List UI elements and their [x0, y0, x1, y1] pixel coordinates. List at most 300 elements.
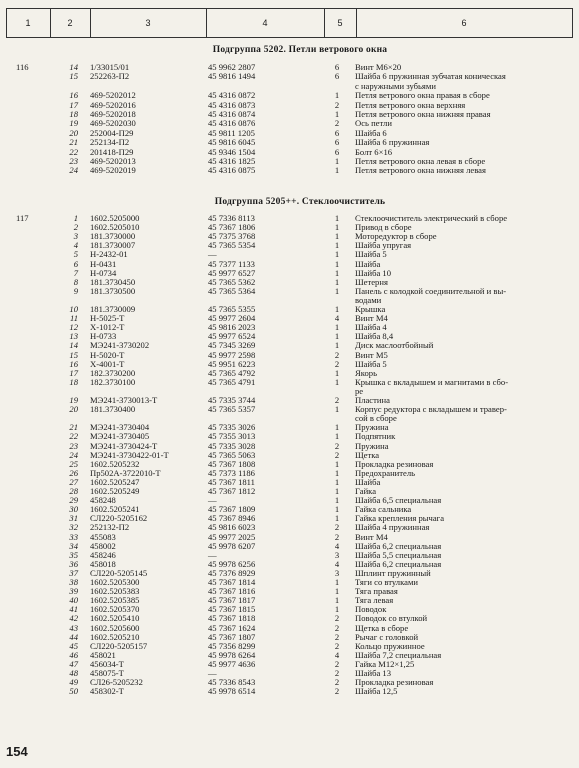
part-name: Шетерня [355, 277, 388, 287]
part-number: 469-5202019 [90, 165, 136, 176]
item-number: 49 [69, 677, 78, 688]
quantity: 2 [334, 531, 340, 542]
quantity: 1 [334, 577, 340, 587]
quantity: 1 [334, 604, 340, 615]
item-number: 22 [69, 431, 78, 442]
col-header-6: 6 [461, 18, 467, 28]
item-number: 17 [69, 367, 78, 378]
part-number: 469-5202016 [90, 99, 136, 110]
part-number: 469-5202012 [90, 90, 136, 101]
quantity: 2 [334, 440, 340, 451]
column-header [6, 8, 573, 38]
part-name: Петля ветрового окна верхняя [355, 100, 466, 110]
table-row [0, 669, 579, 678]
item-number: 2 [73, 222, 78, 233]
table-row [0, 119, 579, 128]
quantity: 2 [334, 118, 340, 129]
item-number: 20 [69, 404, 78, 415]
table-row [0, 166, 579, 175]
part-number: Н-0431 [90, 258, 117, 269]
okp-code: 45 7345 3269 [208, 340, 256, 351]
item-number: 18 [69, 109, 78, 119]
quantity: 6 [334, 146, 340, 157]
okp-code: 45 4316 1825 [208, 156, 256, 166]
quantity: 2 [334, 631, 340, 642]
part-name: Щетка [355, 450, 380, 460]
quantity: 2 [334, 686, 340, 697]
part-number: МЭ241-3730202 [90, 340, 150, 351]
item-number: 17 [69, 99, 78, 110]
item-number: 15 [69, 349, 78, 360]
part-number: 1602.5205247 [90, 476, 140, 487]
item-number: 24 [69, 165, 78, 176]
table-row [0, 405, 579, 414]
part-number: 458018 [90, 558, 116, 569]
part-number: 181.3730500 [90, 285, 136, 296]
part-number: Н-0734 [90, 267, 117, 278]
okp-code: 45 9978 6264 [208, 649, 256, 660]
part-name: Рычаг с головкой [355, 632, 419, 642]
part-number: 1602.5205383 [90, 586, 140, 597]
okp-code: 45 7365 5355 [208, 304, 256, 314]
col-header-5: 5 [337, 18, 343, 28]
part-number: 1602.5205600 [90, 622, 140, 633]
quantity: 1 [334, 504, 340, 515]
item-number: 42 [69, 613, 78, 624]
table-row [0, 72, 579, 81]
table-row [0, 496, 579, 505]
part-name: Пружина [355, 423, 389, 433]
group-number: 117 [16, 213, 29, 223]
okp-code: 45 9978 6256 [208, 558, 256, 569]
part-number: МЭ241-3730405 [90, 431, 150, 442]
part-number: 458248 [90, 495, 116, 506]
quantity: 2 [334, 613, 340, 624]
table-row [0, 287, 579, 296]
item-number: 37 [69, 567, 78, 578]
part-number: МЭ241-3730424-Т [90, 440, 158, 451]
part-name: Поводок [355, 605, 387, 615]
table-row [0, 442, 579, 451]
part-name: Предохранитель [355, 468, 416, 478]
part-number: 252004-П29 [90, 127, 134, 138]
item-number: 19 [69, 395, 78, 405]
okp-code: 45 7367 1817 [208, 595, 256, 606]
okp-code: 45 9977 2598 [208, 349, 256, 360]
quantity: 1 [334, 495, 340, 506]
item-number: 12 [69, 322, 78, 333]
okp-code: 45 4316 0874 [208, 109, 256, 119]
quantity: 2 [334, 622, 340, 633]
okp-code: 45 7365 4791 [208, 376, 256, 387]
item-number: 14 [69, 62, 78, 72]
item-number: 35 [69, 549, 78, 560]
part-name: Шайба 6 пружинная зубчатая коническая [355, 72, 506, 82]
part-name: Гайка сальника [355, 505, 412, 515]
part-number: 469-5202030 [90, 118, 136, 129]
part-name: Кольцо пружинное [355, 641, 425, 651]
okp-code: 45 9962 2807 [208, 62, 256, 72]
okp-code: 45 9978 6514 [208, 686, 256, 697]
part-name: Шайба 6 пружинная [355, 138, 430, 148]
quantity: 1 [334, 304, 340, 314]
quantity: 1 [334, 431, 340, 442]
part-name: Гайка М12×1,25 [355, 659, 415, 669]
part-name: Шайба 7,2 специальная [355, 650, 442, 660]
table-row [0, 157, 579, 166]
part-name: Шайба 5,5 специальная [355, 550, 442, 560]
table-row [0, 423, 579, 432]
okp-code: 45 9951 6223 [208, 358, 256, 369]
okp-code: 45 9816 6023 [208, 522, 256, 533]
item-number: 16 [69, 90, 78, 101]
table-row [0, 569, 579, 578]
part-name: Моторедуктор в сборе [355, 232, 437, 242]
quantity: 1 [334, 340, 340, 351]
part-number: СЛ220-5205162 [90, 513, 148, 524]
part-number: 1/33015/01 [90, 62, 130, 72]
okp-code: 45 7355 3013 [208, 431, 256, 442]
okp-code: 45 7356 8299 [208, 640, 256, 651]
item-number: 21 [69, 137, 78, 148]
okp-code: 45 7365 5364 [208, 285, 256, 296]
okp-code: — [208, 549, 217, 560]
table-row [0, 687, 579, 696]
quantity: 1 [334, 258, 340, 269]
quantity: 1 [334, 367, 340, 378]
part-name: Петля ветрового окна правая в сборе [355, 91, 490, 101]
okp-code: 45 7367 1811 [208, 476, 255, 487]
part-name: Шайба 6,5 специальная [355, 496, 442, 506]
part-name: Тяга левая [355, 596, 394, 606]
part-name: Шайба 6,2 специальная [355, 541, 442, 551]
quantity: 1 [334, 476, 340, 487]
part-name: Панель с колодкой соединительной и вы- [355, 286, 507, 296]
table-row [0, 138, 579, 147]
table-row [0, 505, 579, 514]
item-number: 14 [69, 340, 78, 351]
item-number: 34 [69, 540, 78, 551]
col-header-3: 3 [145, 18, 151, 28]
table-row [0, 478, 579, 487]
group-number: 116 [16, 62, 29, 72]
okp-code: 45 7365 5063 [208, 449, 256, 460]
okp-code: 45 7367 1814 [208, 577, 256, 587]
part-number: 201418-П29 [90, 146, 134, 157]
table-row [0, 633, 579, 642]
part-number: СЛ220-5205157 [90, 640, 148, 651]
okp-code: 45 7367 1807 [208, 631, 256, 642]
part-number: 469-5202013 [90, 156, 136, 166]
part-number: СЛ26-5205232 [90, 677, 143, 688]
part-number: 181.3730009 [90, 304, 136, 314]
quantity: 2 [334, 358, 340, 369]
okp-code: 45 7373 1186 [208, 467, 255, 478]
table-row [0, 660, 579, 669]
okp-code: 45 9816 1494 [208, 71, 256, 82]
part-number: Н-5025-Т [90, 313, 125, 324]
part-name: Тяги со втулками [355, 578, 418, 587]
table-row [0, 651, 579, 660]
part-name: Шайба упругая [355, 241, 412, 251]
part-number: 252132-П2 [90, 522, 130, 533]
item-number: 19 [69, 118, 78, 129]
part-name: Шайба [355, 477, 381, 487]
quantity: 4 [334, 558, 340, 569]
col-header-2: 2 [67, 18, 73, 28]
part-number: 181.3730400 [90, 404, 136, 415]
quantity: 6 [334, 127, 340, 138]
part-number: 182.3730200 [90, 367, 136, 378]
part-name: Привод в сборе [355, 223, 412, 233]
table-row [0, 260, 579, 269]
okp-code: 45 7336 8113 [208, 213, 255, 223]
quantity: 1 [334, 90, 340, 101]
part-number: 458021 [90, 649, 116, 660]
okp-code: 45 7335 3028 [208, 440, 256, 451]
part-name: Ось петли [355, 119, 392, 129]
item-number: 28 [69, 486, 78, 496]
item-number: 4 [73, 240, 78, 251]
item-number: 18 [69, 376, 78, 387]
item-number: 47 [69, 658, 78, 669]
part-name: Шайба 13 [355, 669, 392, 678]
item-number: 41 [69, 604, 78, 615]
okp-code: 45 7367 1624 [208, 622, 256, 633]
quantity: 1 [334, 422, 340, 433]
item-number: 24 [69, 449, 78, 460]
table-row [0, 542, 579, 551]
quantity: 6 [334, 62, 340, 72]
table-row [0, 487, 579, 496]
item-number: 3 [73, 231, 78, 242]
item-number: 30 [69, 504, 78, 515]
okp-code: 45 7367 8946 [208, 513, 256, 524]
table-row [0, 678, 579, 687]
part-name: Шайба 6,2 специальная [355, 559, 442, 569]
okp-code: 45 7365 4792 [208, 367, 256, 378]
table-row [0, 523, 579, 532]
part-number: 182.3730100 [90, 376, 136, 387]
quantity: 6 [334, 137, 340, 148]
item-number: 21 [69, 422, 78, 433]
part-number: Н-2432-01 [90, 249, 128, 260]
quantity: 2 [334, 658, 340, 669]
table-row [0, 414, 579, 423]
item-number: 6 [73, 258, 78, 269]
part-name: Якорь [355, 368, 377, 378]
part-name: Диск маслоотбойный [355, 341, 434, 351]
part-name: Шплинт пружинный [355, 568, 431, 578]
part-name: Корпус редуктора с вкладышем и травер- [355, 405, 507, 415]
okp-code: — [208, 668, 217, 678]
quantity: 1 [334, 213, 340, 223]
okp-code: 45 7336 8543 [208, 677, 256, 688]
table-row [0, 232, 579, 241]
part-number: Н-5020-Т [90, 349, 125, 360]
part-name: Шайба 4 пружинная [355, 523, 430, 533]
part-name: Винт М4 [355, 314, 388, 324]
table-row [0, 241, 579, 250]
okp-code: 45 9346 1504 [208, 146, 256, 157]
item-number: 38 [69, 577, 78, 587]
table-row [0, 451, 579, 460]
table-row [0, 91, 579, 100]
part-number: 455083 [90, 531, 116, 542]
part-number: 458002 [90, 540, 116, 551]
okp-code: 45 9816 2023 [208, 322, 256, 333]
quantity: 1 [334, 165, 340, 176]
table-row [0, 82, 579, 91]
item-number: 9 [73, 285, 78, 296]
table-row [0, 533, 579, 542]
item-number: 23 [69, 156, 78, 166]
okp-code: 45 9978 6207 [208, 540, 256, 551]
table-row [0, 148, 579, 157]
okp-code: 45 7365 5362 [208, 276, 256, 287]
table-row [0, 351, 579, 360]
part-name: Винт М5 [355, 350, 388, 360]
table-row [0, 110, 579, 119]
okp-code: 45 9977 6527 [208, 267, 256, 278]
item-number: 29 [69, 495, 78, 506]
table-row [0, 605, 579, 614]
table-row [0, 469, 579, 478]
okp-code: 45 7367 1806 [208, 222, 256, 233]
item-number: 11 [70, 313, 78, 324]
okp-code: 45 9811 1205 [208, 127, 255, 138]
okp-code: 45 7367 1818 [208, 613, 256, 624]
part-number: 252263-П2 [90, 71, 130, 82]
quantity: 1 [334, 285, 340, 296]
part-name: Шайба 4 [355, 323, 387, 333]
table-row [0, 642, 579, 651]
item-number: 5 [73, 249, 78, 260]
col-header-4: 4 [262, 18, 268, 28]
table-row [0, 460, 579, 469]
quantity: 2 [334, 99, 340, 110]
part-number: 1602.5205210 [90, 631, 140, 642]
part-number: 469-5202018 [90, 109, 136, 119]
table-row [0, 587, 579, 596]
part-number: 252134-П2 [90, 137, 130, 148]
quantity: 2 [334, 395, 340, 405]
part-number: 1602.5205010 [90, 222, 140, 233]
quantity: 1 [334, 513, 340, 524]
quantity: 1 [334, 322, 340, 333]
part-name: Шайба 5 [355, 250, 387, 260]
quantity: 1 [334, 586, 340, 597]
subgroup-title-5205: Подгруппа 5205++. Стеклоочиститель [214, 197, 386, 207]
item-number: 32 [69, 522, 78, 533]
okp-code: 45 7376 8929 [208, 567, 256, 578]
item-number: 26 [69, 467, 78, 478]
quantity: 1 [334, 240, 340, 251]
table-row [0, 378, 579, 387]
item-number: 13 [69, 331, 78, 342]
part-name: ре [355, 386, 364, 396]
okp-code: 45 7375 3768 [208, 231, 256, 242]
part-number: 1602.5205249 [90, 486, 140, 496]
table-row [0, 129, 579, 138]
part-name: Шайба 10 [355, 268, 392, 278]
part-number: 1602.5205410 [90, 613, 140, 624]
part-name: Крышка [355, 305, 386, 314]
quantity: 1 [334, 249, 340, 260]
okp-code: 45 7365 5354 [208, 240, 256, 251]
part-number: СЛ220-5205145 [90, 567, 148, 578]
part-number: 181.3730007 [90, 240, 136, 251]
item-number: 1 [73, 213, 78, 223]
quantity: 1 [334, 231, 340, 242]
okp-code: 45 9977 2604 [208, 313, 256, 324]
part-number: 458302-Т [90, 686, 124, 697]
item-number: 36 [69, 558, 78, 569]
item-number: 25 [69, 458, 78, 469]
okp-code: 45 7365 5357 [208, 404, 256, 415]
part-name: Шайба 5 [355, 359, 387, 369]
part-name: водами [355, 295, 382, 305]
quantity: 1 [334, 467, 340, 478]
part-name: Винт М4 [355, 532, 388, 542]
part-name: Поводок со втулкой [355, 614, 428, 624]
okp-code: 45 7335 3026 [208, 422, 256, 433]
part-number: МЭ241-3730404 [90, 422, 150, 433]
okp-code: 45 7367 1812 [208, 486, 256, 496]
table-row [0, 578, 579, 587]
table-row [0, 614, 579, 623]
part-number: МЭ241-3730422-01-Т [90, 449, 169, 460]
item-number: 10 [69, 304, 78, 314]
part-name: Тяга правая [355, 587, 398, 597]
part-number: 1602.5205385 [90, 595, 140, 606]
quantity: 6 [334, 71, 340, 82]
part-name: Прокладка резиновая [355, 459, 434, 469]
quantity: 1 [334, 595, 340, 606]
part-name: сой в сборе [355, 414, 397, 424]
part-number: 181.3730000 [90, 231, 136, 242]
part-name: Стеклоочиститель электрический в сборе [355, 214, 508, 223]
quantity: 1 [334, 331, 340, 342]
okp-code: 45 4316 0872 [208, 90, 256, 101]
part-name: Гайка крепления рычага [355, 514, 445, 524]
quantity: 1 [334, 109, 340, 119]
table-row [0, 624, 579, 633]
okp-code: 45 7377 1133 [208, 258, 255, 269]
quantity: 1 [334, 156, 340, 166]
page-number: 154 [6, 744, 28, 759]
quantity: 1 [334, 376, 340, 387]
part-name: Пружина [355, 441, 389, 451]
quantity: 4 [334, 313, 340, 324]
okp-code: 45 4316 0876 [208, 118, 256, 129]
quantity: 1 [334, 486, 340, 496]
item-number: 44 [69, 631, 78, 642]
quantity: 1 [334, 458, 340, 469]
table-row [0, 278, 579, 287]
item-number: 45 [69, 640, 78, 651]
table-row [0, 214, 579, 223]
table-row [0, 396, 579, 405]
item-number: 40 [69, 595, 78, 606]
item-number: 48 [69, 668, 78, 678]
quantity: 4 [334, 540, 340, 551]
part-name: Болт 6×16 [355, 147, 393, 157]
quantity: 2 [334, 668, 340, 678]
item-number: 15 [69, 71, 78, 82]
item-number: 20 [69, 127, 78, 138]
okp-code: 45 9977 6524 [208, 331, 256, 342]
